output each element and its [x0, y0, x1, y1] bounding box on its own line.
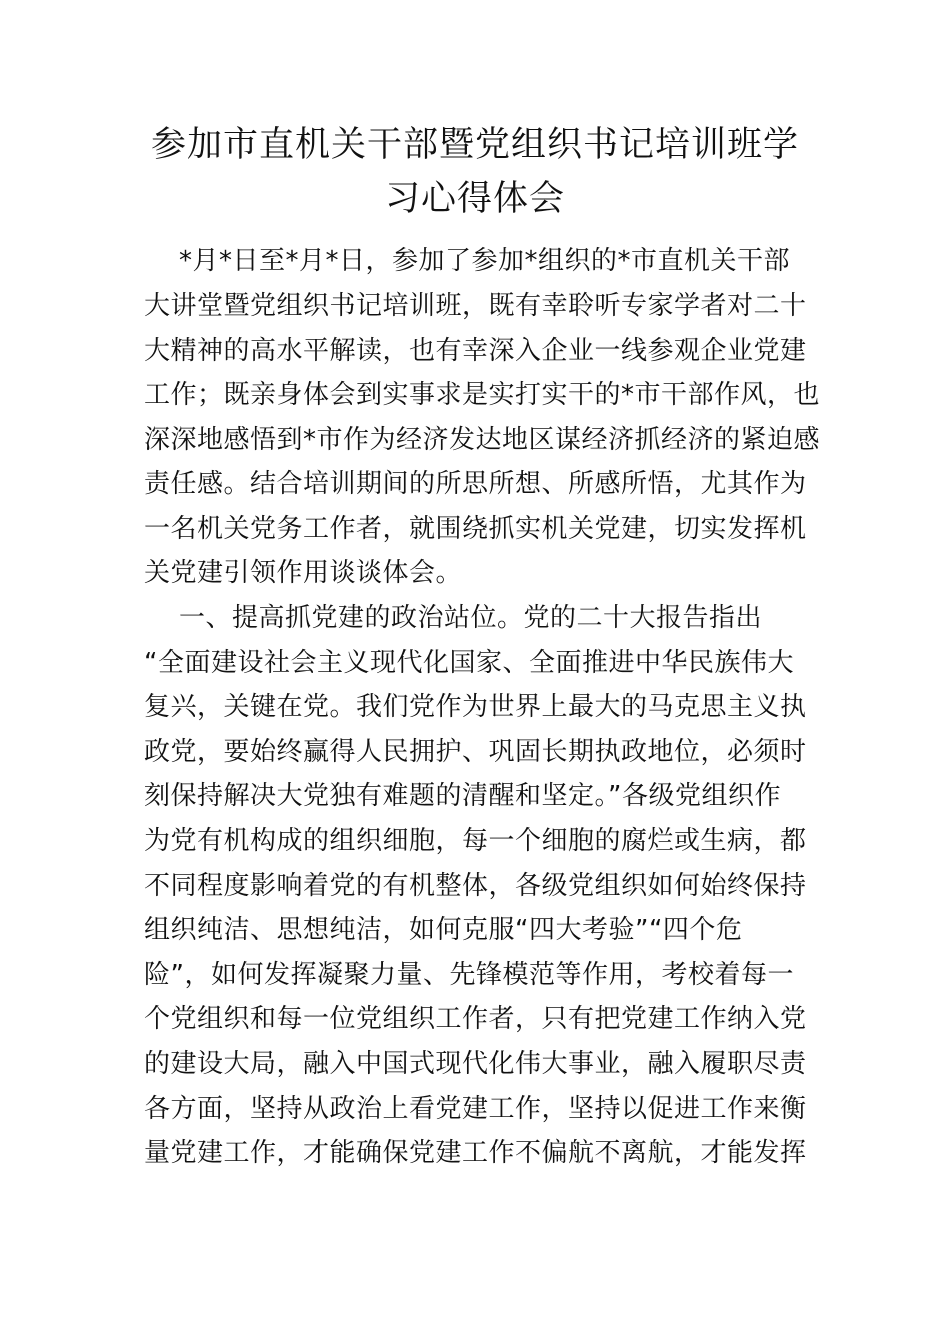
- body-line: “全面建设社会主义现代化国家、全面推进中华民族伟大: [144, 648, 794, 678]
- body-line: 量党建工作，才能确保党建工作不偏航不离航，才能发挥: [144, 1138, 807, 1168]
- body-line: 的建设大局，融入中国式现代化伟大事业，融入履职尽责: [144, 1049, 807, 1079]
- title-line-2: 习心得体会: [384, 179, 565, 219]
- body-line: 关党建引领作用谈谈体会。: [144, 558, 463, 588]
- body-line: 复兴，关键在党。我们党作为世界上最大的马克思主义执: [144, 692, 807, 722]
- body-line: 大精神的高水平解读，也有幸深入企业一线参观企业党建: [144, 336, 807, 366]
- body-line: 为党有机构成的组织细胞，每一个细胞的腐烂或生病，都: [144, 826, 807, 856]
- title-line-1: 参加市直机关干部暨党组织书记培训班学: [150, 125, 799, 165]
- body-line: 深深地感悟到*市作为经济发达地区谋经济抓经济的紧迫感: [144, 425, 821, 455]
- body-line: 不同程度影响着党的有机整体，各级党组织如何始终保持: [144, 871, 807, 901]
- body-line: 组织纯洁、思想纯洁，如何克服“四大考验”“四个危: [144, 915, 743, 945]
- body-line: 刻保持解决大党独有难题的清醒和坚定。”各级党组织作: [144, 781, 781, 811]
- body-line: 个党组织和每一位党组织工作者，只有把党建工作纳入党: [144, 1004, 807, 1034]
- body-line: 责任感。结合培训期间的所思所想、所感所悟，尤其作为: [144, 469, 807, 499]
- body-line: 各方面，坚持从政治上看党建工作，坚持以促进工作来衡: [144, 1094, 807, 1124]
- body-line: 一名机关党务工作者，就围绕抓实机关党建，切实发挥机: [144, 514, 807, 544]
- body-line: 工作；既亲身体会到实事求是实打实干的*市干部作风，也: [144, 380, 821, 410]
- body-line: 大讲堂暨党组织书记培训班，既有幸聆听专家学者对二十: [144, 291, 807, 321]
- document-title: [140, 118, 810, 226]
- body-line: *月*日至*月*日，参加了参加*组织的*市直机关干部: [144, 246, 791, 276]
- body-line: 一、提高抓党建的政治站位。党的二十大报告指出: [144, 603, 763, 633]
- body-line: 险”，如何发挥凝聚力量、先锋模范等作用，考校着每一: [144, 960, 794, 990]
- body-line: 政党，要始终赢得人民拥护、巩固长期执政地位，必须时: [144, 737, 807, 767]
